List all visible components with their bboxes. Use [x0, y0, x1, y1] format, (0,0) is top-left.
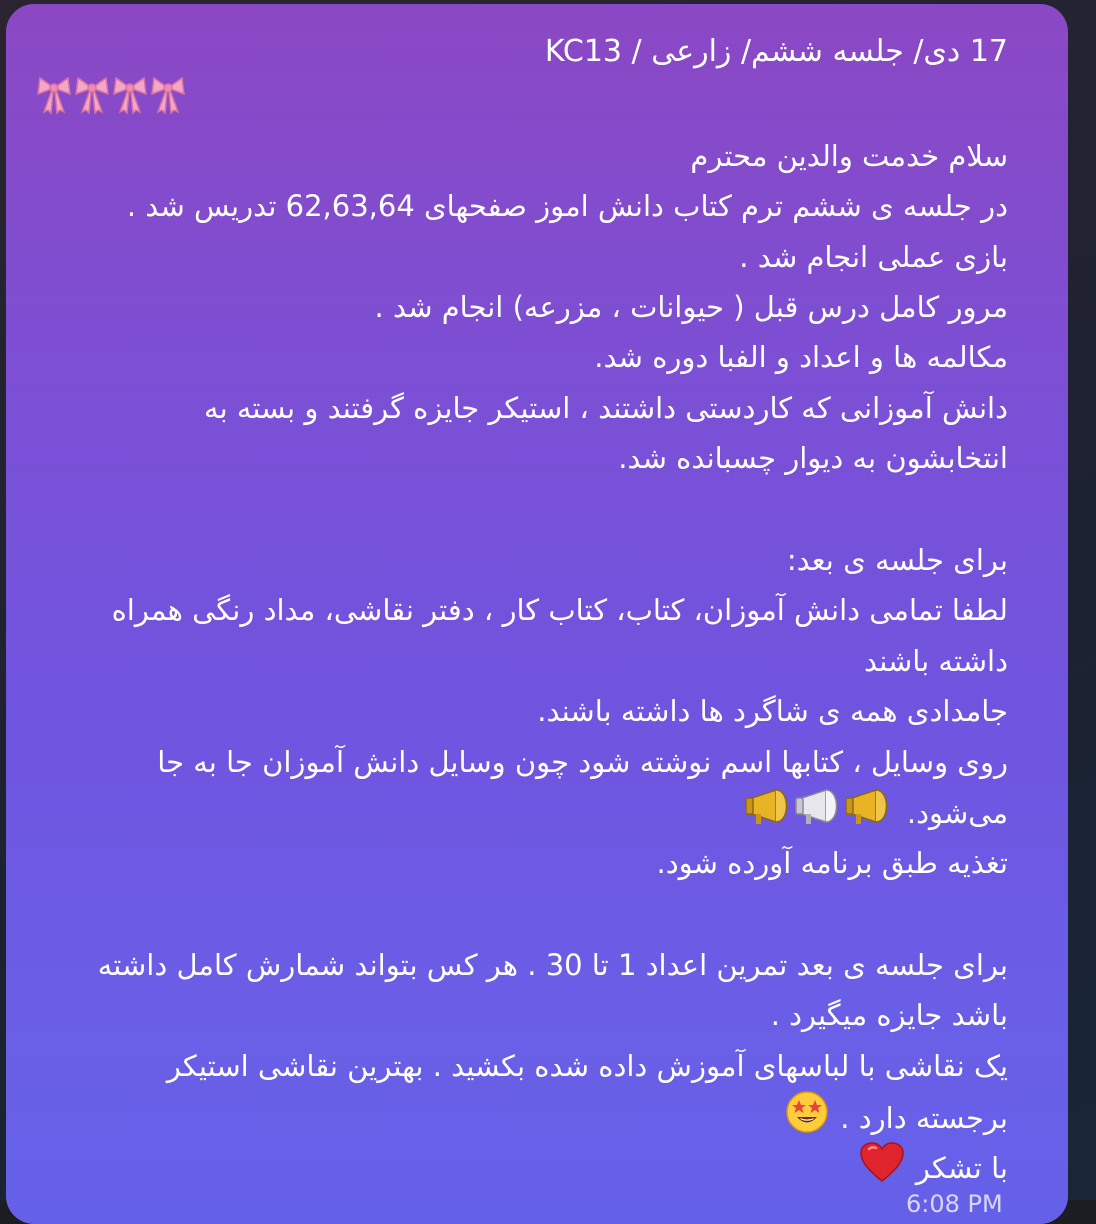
message-line: باشد جایزه میگیرد . [770, 998, 1008, 1032]
pink-ribbon-bow-icon [112, 74, 148, 114]
megaphone-group [746, 786, 896, 844]
message-line-with-megaphones [8, 786, 1008, 844]
message-bubble[interactable] [6, 4, 1068, 1224]
message-line: در جلسه ی ششم ترم کتاب دانش اموز صفحهای 62,63,64 تدریس شد . [126, 189, 1008, 223]
message-line: مکالمه ها و اعداد و الفبا دوره شد. [594, 340, 1008, 374]
message-line: با تشکر [915, 1151, 1008, 1185]
message-line: یک نقاشی با لباسهای آموزش داده شده بکشید . بهترین نقاشی استیکر [166, 1049, 1008, 1083]
message-line-with-heart [8, 1141, 1008, 1199]
message-line: برای جلسه ی بعد: [786, 543, 1008, 577]
message-line: داشته باشند [864, 644, 1008, 678]
pink-ribbon-bow-icon [74, 74, 110, 114]
megaphone-icon [746, 786, 896, 828]
message-line: بازی عملی انجام شد . [739, 240, 1008, 274]
red-heart-icon [859, 1141, 905, 1199]
message-line: مرور کامل درس قبل ( حیوانات ، مزرعه) انجام شد . [374, 290, 1008, 324]
message-line: می‌شود. [906, 796, 1008, 830]
message-line: انتخابشون به دیوار چسبانده شد. [618, 441, 1008, 475]
message-timestamp: 6:08 PM [906, 1190, 1003, 1218]
message-line: دانش آموزانی که کاردستی داشتند ، استیکر جایزه گرفتند و بسته به [204, 391, 1008, 425]
message-header: 17 دی/ جلسه ششم/ زارعی / KC13 [544, 34, 1008, 69]
message-line: سلام خدمت والدین محترم [690, 139, 1008, 173]
ribbon-bows [36, 74, 186, 114]
pink-ribbon-bow-icon [150, 74, 186, 114]
message-line: روی وسایل ، کتابها اسم نوشته شود چون وسایل دانش آموزان جا به جا [157, 745, 1008, 779]
pink-ribbon-bow-icon [36, 74, 72, 114]
message-line: برجسته دارد . [840, 1101, 1008, 1135]
message-line: لطفا تمامی دانش آموزان، کتاب، کتاب کار ، دفتر نقاشی، مداد رنگی همراه [111, 593, 1008, 627]
message-line: تغذیه طبق برنامه آورده شود. [656, 846, 1008, 880]
message-line: جامدادی همه ی شاگرد ها داشته باشند. [537, 694, 1008, 728]
message-line: برای جلسه ی بعد تمرین اعداد 1 تا 30 . هر کس بتواند شمارش کامل داشته [97, 948, 1008, 982]
